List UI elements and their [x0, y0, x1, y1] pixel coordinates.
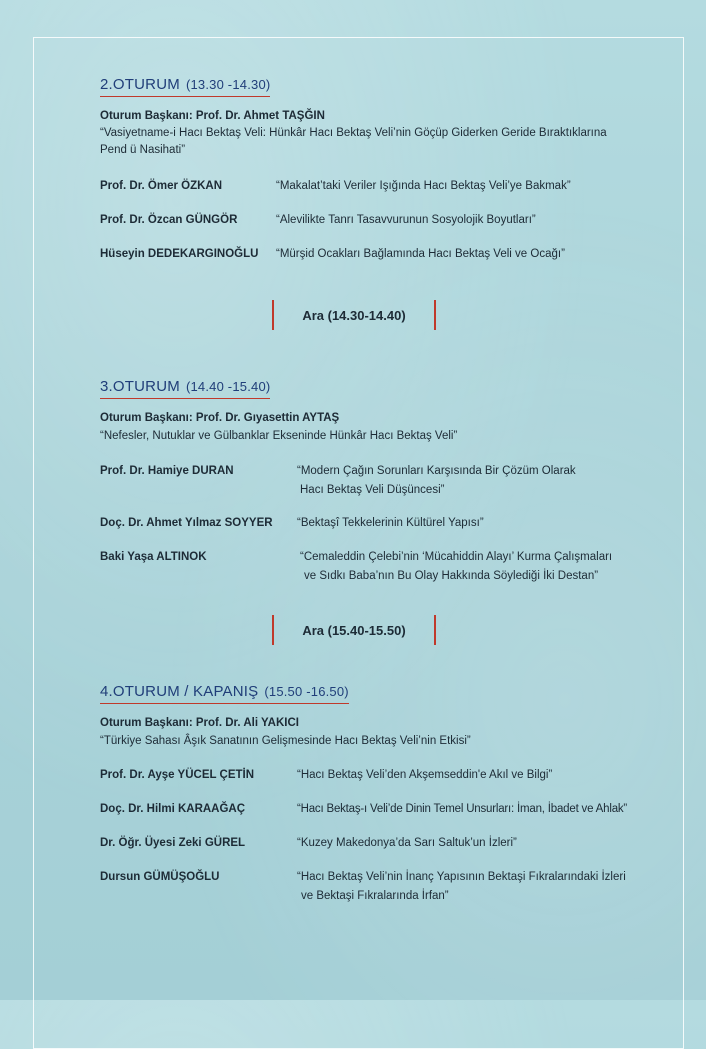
session-4-chair: Oturum Başkanı: Prof. Dr. Ali YAKICI — [100, 717, 299, 729]
session-4-speaker-4: Dursun GÜMÜŞOĞLU — [100, 871, 220, 883]
session-2-talk-1: “Makalat’taki Veriler Işığında Hacı Bektaş Veli’ye Bakmak” — [276, 180, 571, 192]
session-3-talk-1-line1: “Modern Çağın Sorunları Karşısında Bir Çözüm Olarak — [297, 465, 576, 477]
session-2-speaker-1: Prof. Dr. Ömer ÖZKAN — [100, 180, 223, 192]
session-2-talk-2: “Alevilikte Tanrı Tasavvurunun Sosyolojik Boyutları” — [276, 214, 536, 226]
session-4-speaker-1: Prof. Dr. Ayşe YÜCEL ÇETİN — [100, 769, 255, 781]
session-4-talk-3: “Kuzey Makedonya’da Sarı Saltuk’un İzleri” — [297, 837, 517, 849]
session-3-speaker-1: Prof. Dr. Hamiye DURAN — [100, 465, 234, 477]
session-4-talk-1: “Hacı Bektaş Veli’den Akşemseddin'e Akıl ve Bilgi” — [297, 769, 553, 781]
session-4-talk-4-line2: ve Bektaşi Fıkralarında İrfan” — [301, 890, 449, 902]
session-3-chair: Oturum Başkanı: Prof. Dr. Gıyasettin AYTAŞ — [100, 412, 340, 424]
session-3-speaker-2: Doç. Dr. Ahmet Yılmaz SOYYER — [100, 517, 273, 529]
session-2-speaker-3: Hüseyin DEDEKARGINOĞLU — [100, 248, 259, 260]
session-2-chair: Oturum Başkanı: Prof. Dr. Ahmet TAŞĞIN — [100, 110, 325, 122]
session-3-talk-3-line1: “Cemaleddin Çelebi’nin ‘Mücahiddin Alayı’ Kurma Çalışmaları — [300, 551, 613, 563]
session-2-title: 2.OTURUM (13.30 -14.30) — [100, 76, 270, 97]
session-2-chair-topic: “Vasiyetname-i Hacı Bektaş Veli: Hünkâr Hacı Bektaş Veli’nin Göçüp Giderken Geride Bıraktıklarına Pend ü Nasihati” — [100, 127, 607, 156]
session-4-speaker-3: Dr. Öğr. Üyesi Zeki GÜREL — [100, 837, 246, 849]
session-2-talk-3: “Mürşid Ocakları Bağlamında Hacı Bektaş Veli ve Ocağı” — [276, 248, 565, 260]
session-3-chair-topic: “Nefesler, Nutuklar ve Gülbanklar Ekseninde Hünkâr Hacı Bektaş Veli” — [100, 430, 458, 442]
session-3-speaker-3: Baki Yaşa ALTINOK — [100, 551, 207, 563]
session-3-title: 3.OTURUM (14.40 -15.40) — [100, 378, 270, 399]
session-4-title: 4.OTURUM / KAPANIŞ (15.50 -16.50) — [100, 683, 349, 704]
session-4-talk-4-line1: “Hacı Bektaş Veli’nin İnanç Yapısının Bektaşi Fıkralarındaki İzleri — [297, 871, 626, 883]
session-4-speaker-2: Doç. Dr. Hilmi KARAAĞAÇ — [100, 803, 246, 815]
session-3-talk-1-line2: Hacı Bektaş Veli Düşüncesi” — [300, 484, 445, 496]
session-4-chair-topic: “Türkiye Sahası Âşık Sanatının Gelişmesinde Hacı Bektaş Veli’nin Etkisi” — [100, 735, 471, 747]
session-4-talk-2: “Hacı Bektaş-ı Veli’de Dinin Temel Unsurları: İman, İbadet ve Ahlak” — [297, 803, 628, 815]
session-2-speaker-2: Prof. Dr. Özcan GÜNGÖR — [100, 214, 238, 226]
break-1: Ara (14.30-14.40) — [272, 300, 436, 330]
session-3-talk-3-line2: ve Sıdkı Baba’nın Bu Olay Hakkında Söylediği İki Destan” — [304, 570, 599, 582]
break-2: Ara (15.40-15.50) — [272, 615, 436, 645]
session-3-talk-2: “Bektaşî Tekkelerinin Kültürel Yapısı” — [297, 517, 484, 529]
